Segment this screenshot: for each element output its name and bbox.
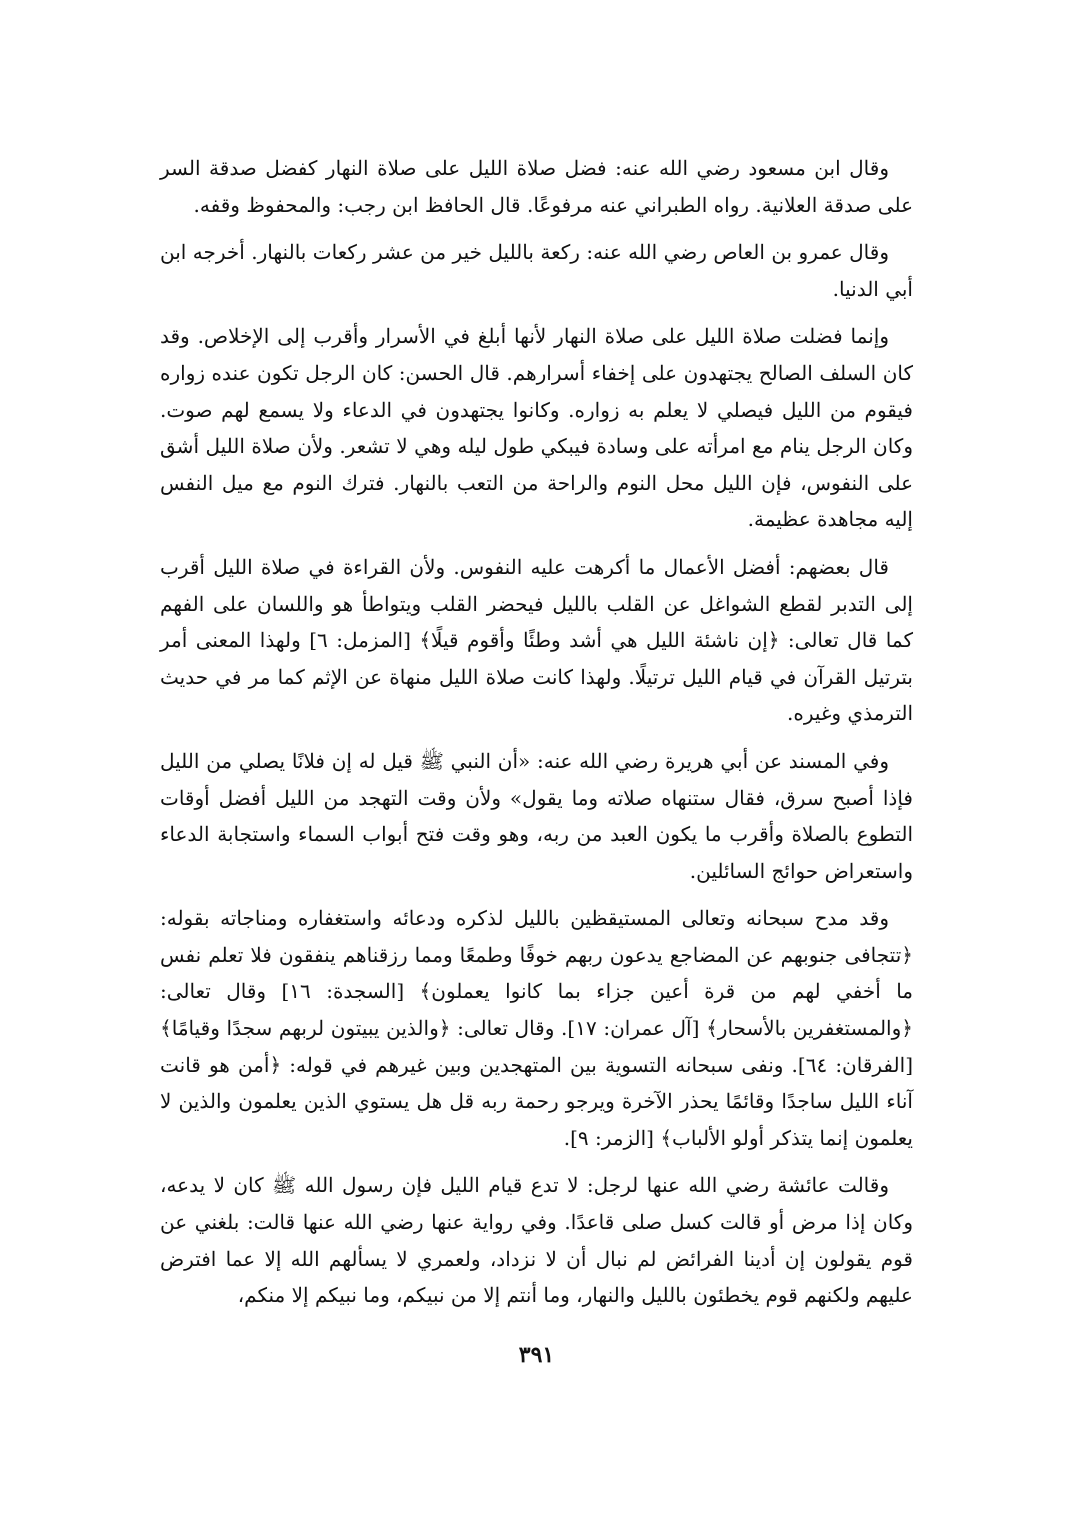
paragraph-musnad-hadith: وفي المسند عن أبي هريرة رضي الله عنه: «أن النبي ﷺ قيل له إن فلانًا يصلي من الليل فإذا أصبح سرق، فقال ستنهاه صلاته وما يقول» ولأن وقت التهجد من الليل أفضل أوقات التطوع بالصلاة وأقرب ما يكون العبد من ربه، وهو وقت فتح أبواب السماء واستجابة الدعاء واستعراض حوائج السائلين. — [160, 748, 913, 883]
paragraph-aisha: وقالت عائشة رضي الله عنها لرجل: لا تدع قيام الليل فإن رسول الله ﷺ كان لا يدعه، وكان إذا مرض أو قالت كسل صلى قاعدًا. وفي رواية عنها رضي الله عنها قالت: بلغني عن قوم يقولون إن أدينا الفرائض لم نبال أن لا نزداد، ولعمري لا يسألهم الله إلا عما افترض عليهم ولكنهم قوم يخطئون بالليل والنهار، وما أنتم إلا من نبيكم، وما نبيكم إلا منكم، — [160, 1173, 913, 1308]
paragraph-ibn-masud: وقال ابن مسعود رضي الله عنه: فضل صلاة الليل على صلاة النهار كفضل صدقة السر على صدقة العلانية. رواه الطبراني عنه مرفوعًا. قال الحافظ ابن رجب: والمحفوظ وقفه. — [160, 156, 913, 217]
body-text — [160, 150, 913, 1314]
paragraph-quranic-praise: وقد مدح سبحانه وتعالى المستيقظين بالليل لذكره ودعائه واستغفاره ومناجاته بقوله: ﴿تتجافى جنوبهم عن المضاجع يدعون ربهم خوفًا وطمعًا ومما رزقناهم ينفقون فلا تعلم نفس ما أخفي لهم من قرة أعين جزاء بما كانوا يعملون﴾ [السجدة: ١٦] وقال تعالى: ﴿والمستغفرين بالأسحار﴾ [آل عمران: ١٧]. وقال تعالى: ﴿والذين يبيتون لربهم سجدًا وقيامًا﴾ [الفرقان: ٦٤]. ونفى سبحانه التسوية بين المتهجدين وبين غيرهم في قوله: ﴿أمن هو قانت آناء الليل ساجدًا وقائمًا يحذر الآخرة ويرجو رحمة ربه قل هل يستوي الذين يعلمون والذين لا يعلمون إنما يتذكر أولو الألباب﴾ [الزمر: ٩]. — [160, 906, 913, 1150]
page-number: ٣٩١ — [518, 1342, 555, 1368]
paragraph-amr-ibn-al-as: وقال عمرو بن العاص رضي الله عنه: ركعة بالليل خير من عشر ركعات بالنهار. أخرجه ابن أبي الدنيا. — [160, 240, 913, 301]
paragraph-night-prayer-virtue: وإنما فضلت صلاة الليل على صلاة النهار لأنها أبلغ في الأسرار وأقرب إلى الإخلاص. وقد كان السلف الصالح يجتهدون على إخفاء أسرارهم. قال الحسن: كان الرجل تكون عنده زواره فيقوم من الليل فيصلي لا يعلم به زواره. وكانوا يجتهدون في الدعاء ولا يسمع لهم صوت. وكان الرجل ينام مع امرأته على وسادة فيبكي طول ليله وهي لا تشعر. ولأن صلاة الليل أشق على النفوس، فإن الليل محل النوم والراحة من التعب بالنهار. فترك النوم مع ميل النفس إليه مجاهدة عظيمة. — [160, 324, 913, 532]
paragraph-hardest-deeds: قال بعضهم: أفضل الأعمال ما أكرهت عليه النفوس. ولأن القراءة في صلاة الليل أقرب إلى التدبر لقطع الشواغل عن القلب بالليل فيحضر القلب ويتواطأ هو واللسان على الفهم كما قال تعالى: ﴿إن ناشئة الليل هي أشد وطئًا وأقوم قيلًا﴾ [المزمل: ٦] ولهذا المعنى أمر بترتيل القرآن في قيام الليل ترتيلًا. ولهذا كانت صلاة الليل منهاة عن الإثم كما مر في حديث الترمذي وغيره. — [160, 554, 913, 726]
